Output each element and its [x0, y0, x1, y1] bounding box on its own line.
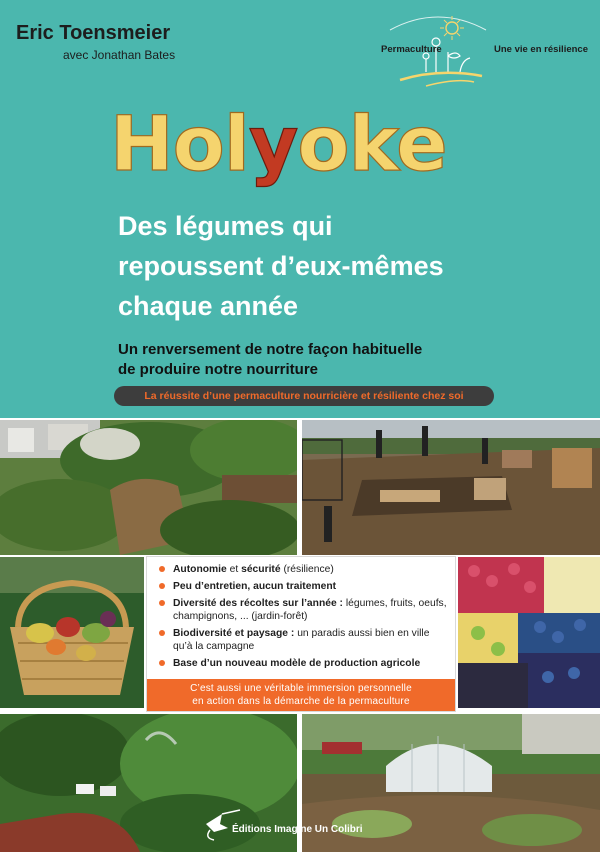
feature-bold: sécurité [241, 564, 281, 575]
title-part: Hol [110, 99, 249, 188]
feature-bold: Peu d’entretien, aucun traitement [173, 581, 337, 592]
feature-text: et [226, 564, 242, 575]
subtitle-line: Des légumes qui [118, 211, 333, 241]
feature-bold: Autonomie [173, 564, 227, 575]
subtitle-line: chaque année [118, 291, 299, 321]
feature-bold: Diversité des récoltes sur l’année : [173, 598, 343, 609]
photo-berries [458, 557, 600, 708]
title-accent: y [248, 99, 298, 188]
feature-item [159, 580, 447, 593]
tagline-line: Un renversement de notre façon habituelle [118, 341, 423, 358]
feature-text: légumes, fruits, oeufs, champignons, ... (jardin-forêt) [173, 598, 447, 622]
features-panel [146, 556, 456, 712]
banner-line: en action dans la démarche de la permaculture [192, 696, 410, 707]
feature-text: un paradis aussi bien en ville qu’à la campagne [173, 628, 430, 652]
photo-garden-workday [302, 420, 600, 555]
banner-line: C’est aussi une véritable immersion personnelle [190, 683, 412, 694]
cover-header [0, 0, 600, 418]
photo-harvest-basket [0, 557, 144, 708]
feature-item [159, 657, 447, 670]
title-part: oke [297, 99, 447, 188]
feature-text: (résilience) [280, 564, 334, 575]
subtitle-line: repoussent d’eux-mêmes [118, 251, 444, 281]
feature-item [159, 597, 447, 623]
tagline [118, 340, 422, 380]
book-title [110, 98, 447, 190]
feature-list [147, 557, 455, 670]
immersion-banner [147, 679, 455, 711]
tagline-line: de produire notre nourriture [118, 361, 319, 378]
highlight-pill: La réussite d’une permaculture nourricière et résiliente chez soi [114, 386, 494, 406]
series-subtitle: Une vie en résilience [494, 44, 588, 55]
series-label: Permaculture [381, 44, 442, 55]
publisher-name: Éditions Imagine Un Colibri [232, 824, 363, 835]
feature-item [159, 563, 447, 576]
coauthor-name: avec Jonathan Bates [63, 48, 176, 62]
feature-bold: Biodiversité et paysage : [173, 628, 295, 639]
photo-backyard-garden [0, 420, 297, 555]
feature-item [159, 627, 447, 653]
book-subtitle [118, 206, 444, 326]
feature-bold: Base d’un nouveau modèle de production agricole [173, 658, 421, 669]
author-name: Eric Toensmeier [16, 22, 171, 44]
